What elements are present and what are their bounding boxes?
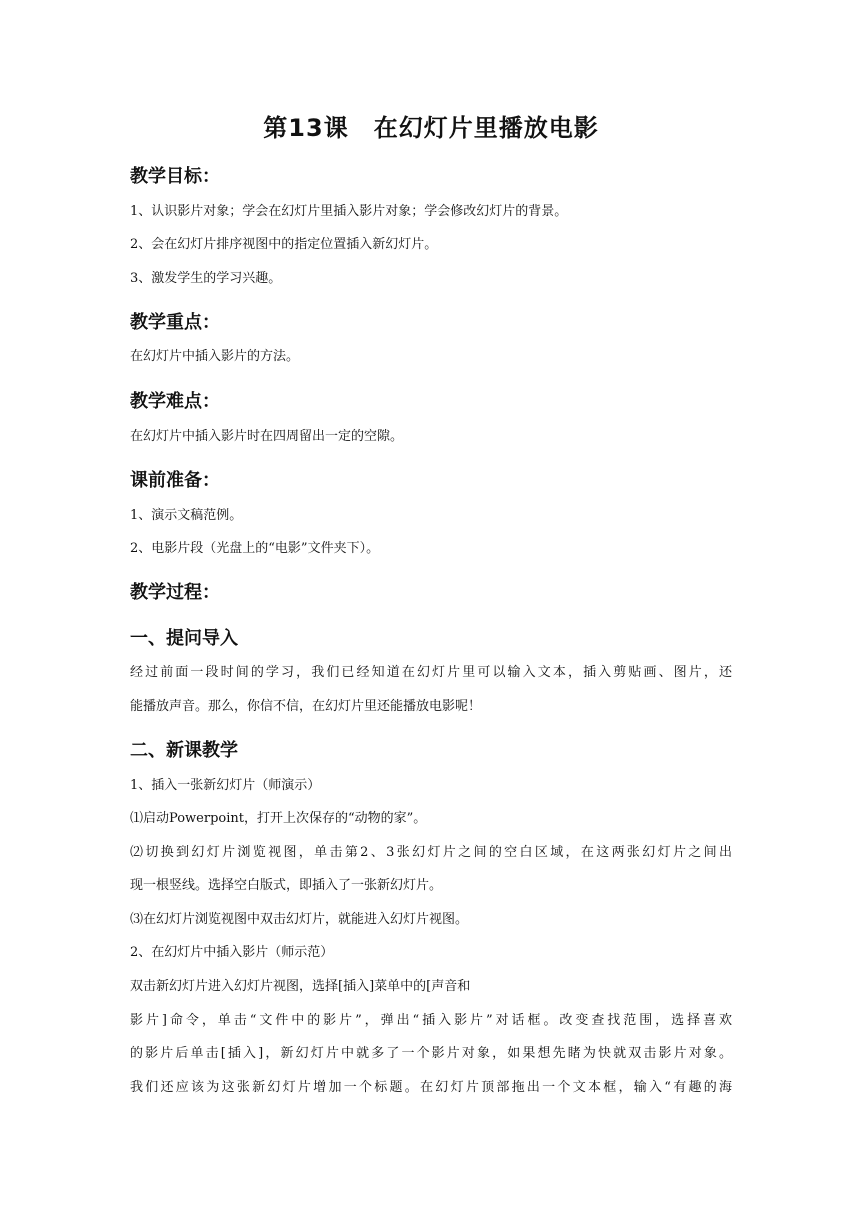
- key-points-heading: 教学重点：: [130, 312, 220, 333]
- part1-line-1: 经过前面一段时间的学习，我们已经知道在幻灯片里可以输入文本，插入剪贴画、图片，还: [130, 665, 732, 680]
- preparation-heading: 课前准备：: [130, 470, 220, 491]
- preparation-item-1: 1、演示文稿范例。: [130, 508, 243, 523]
- lesson-title: 第13课 在幻灯片里播放电影: [263, 114, 599, 142]
- difficulties-text: 在幻灯片中插入影片时在四周留出一定的空隙。: [130, 429, 404, 444]
- goals-item-3: 3、激发学生的学习兴趣。: [130, 271, 282, 286]
- goals-item-2: 2、会在幻灯片排序视图中的指定位置插入新幻灯片。: [130, 237, 438, 252]
- part2-line-1: 1、插入一张新幻灯片（师演示）: [130, 778, 321, 793]
- key-points-text: 在幻灯片中插入影片的方法。: [130, 349, 300, 364]
- part1-line-2: 能播放声音。那么，你信不信，在幻灯片里还能播放电影呢！: [130, 699, 482, 714]
- goals-heading: 教学目标：: [130, 166, 220, 187]
- difficulties-heading: 教学难点：: [130, 391, 220, 412]
- process-heading: 教学过程：: [130, 582, 220, 603]
- preparation-item-2: 2、电影片段（光盘上的“电影”文件夹下）。: [130, 541, 380, 556]
- part2-line-8: 影片]命令，单击“文件中的影片”，弹出“插入影片”对话框。改变查找范围，选择喜欢: [130, 1013, 732, 1028]
- part2-line-3: ⑵切换到幻灯片浏览视图，单击第2、3张幻灯片之间的空白区域，在这两张幻灯片之间出: [130, 845, 732, 860]
- part2-line-5: ⑶在幻灯片浏览视图中双击幻灯片，就能进入幻灯片视图。: [130, 912, 469, 927]
- part2-line-10: 我们还应该为这张新幻灯片增加一个标题。在幻灯片顶部拖出一个文本框，输入“有趣的海: [130, 1080, 732, 1095]
- part1-heading: 一、提问导入: [130, 628, 238, 649]
- part2-line-7: 双击新幻灯片进入幻灯片视图，选择[插入]菜单中的[声音和: [130, 979, 471, 994]
- part2-line-9: 的影片后单击[插入]，新幻灯片中就多了一个影片对象，如果想先睹为快就双击影片对象。: [130, 1046, 732, 1061]
- part2-line-4: 现一根竖线。选择空白版式，即插入了一张新幻灯片。: [130, 878, 443, 893]
- part2-line-2: ⑴启动Powerpoint，打开上次保存的“动物的家”。: [130, 811, 427, 826]
- part2-heading: 二、新课教学: [130, 740, 238, 761]
- part2-line-6: 2、在幻灯片中插入影片（师示范）: [130, 945, 334, 960]
- goals-item-1: 1、认识影片对象；学会在幻灯片里插入影片对象；学会修改幻灯片的背景。: [130, 204, 568, 219]
